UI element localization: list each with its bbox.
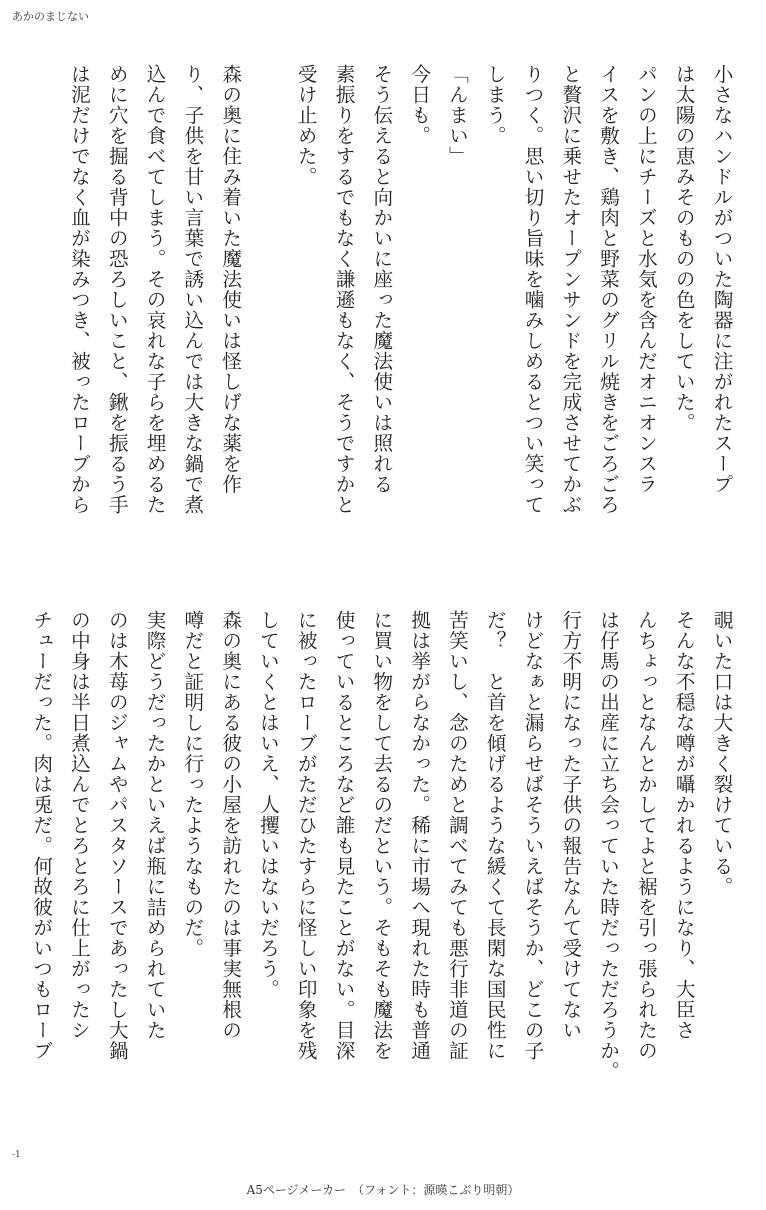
- text-line: 今日も。: [407, 64, 431, 146]
- text-line: めに穴を掘る背中の恐ろしいこと、鍬を振るう手: [105, 64, 129, 515]
- text-line: と贅沢に乗せたオープンサンドを完成させてかぶ: [558, 64, 582, 515]
- text-line: だ？ と首を傾げるような緩くて長閑な国民性に: [483, 610, 507, 1061]
- text-line: のは木苺のジャムやパスタソースであったし大鍋: [105, 610, 129, 1061]
- text-line: そう伝えると向かいに座った魔法使いは照れる: [369, 64, 393, 495]
- page-number: -1: [12, 1150, 21, 1160]
- text-line: は泥だけでなく血が染みつき、被ったローブから: [67, 64, 91, 515]
- text-line: そんな不穏な噂が囁かれるようになり、大臣さ: [672, 610, 696, 1041]
- text-line: 実際どうだったかといえば瓶に詰められていた: [143, 610, 167, 1041]
- text-line: けどなぁと漏らせばそういえばそうか、どこの子: [521, 610, 545, 1061]
- document-title: あかのまじない: [12, 10, 89, 23]
- text-line: に被ったローブがただひたすらに怪しい印象を残: [294, 610, 318, 1061]
- text-line: 「んまい」: [445, 64, 469, 167]
- text-block-top: [40, 64, 740, 564]
- text-line: は太陽の恵みそのものの色をしていた。: [672, 64, 696, 433]
- text-line: パンの上にチーズと水気を含んだオニオンスラ: [634, 64, 658, 495]
- text-line: に買い物をして去るのだという。そもそも魔法を: [369, 610, 393, 1061]
- text-line: 使っているところなど誰も見たことがない。目深: [332, 610, 356, 1061]
- text-line: 込んで食べてしまう。その哀れな子らを埋めるた: [143, 64, 167, 515]
- text-line: イスを敷き、鶏肉と野菜のグリル焼きをごろごろ: [596, 64, 620, 515]
- text-line: していくとはいえ、人攫いはないだろう。: [256, 610, 280, 1000]
- footer-credit: A5ページメーカー （フォント：源暎こぶり明朝）: [246, 1183, 520, 1197]
- text-line: 苦笑いし、念のためと調べてみても悪行非道の証: [445, 610, 469, 1061]
- text-line: チューだった。肉は兎だ。何故彼がいつもローブ: [29, 610, 53, 1061]
- text-line: 覗いた口は大きく裂けている。: [710, 610, 733, 897]
- text-line: り、子供を甘い言葉で誘い込んでは大きな鍋で煮: [180, 64, 204, 515]
- text-line: 拠は挙がらなかった。稀に市場へ現れた時も普通: [407, 610, 431, 1061]
- text-line: 素振りをするでもなく謙遜もなく、そうですかと: [332, 64, 356, 515]
- text-line: 行方不明になった子供の報告なんて受けてない: [558, 610, 582, 1041]
- text-block-bottom: [29, 610, 740, 1110]
- text-line: んちょっとなんとかしてよと裾を引っ張られたの: [634, 610, 658, 1061]
- text-line: の中身は半日煮込んでとろとろに仕上がったシ: [67, 610, 91, 1041]
- text-line: 森の奥にある彼の小屋を訪れたのは事実無根の: [218, 610, 242, 1041]
- text-line: [249, 64, 287, 564]
- text-line: は仔馬の出産に立ち会っていた時だっただろうか。: [596, 610, 620, 1082]
- text-line: 小さなハンドルがついた陶器に注がれたスープ: [710, 64, 733, 495]
- text-line: 受け止めた。: [294, 64, 318, 187]
- text-line: 噂だと証明しに行ったようなものだ。: [180, 610, 204, 959]
- text-line: 森の奥に住み着いた魔法使いは怪しげな薬を作: [218, 64, 242, 495]
- text-line: しまう。: [483, 64, 507, 146]
- text-line: りつく。思い切り旨味を噛みしめるとつい笑って: [521, 64, 545, 515]
